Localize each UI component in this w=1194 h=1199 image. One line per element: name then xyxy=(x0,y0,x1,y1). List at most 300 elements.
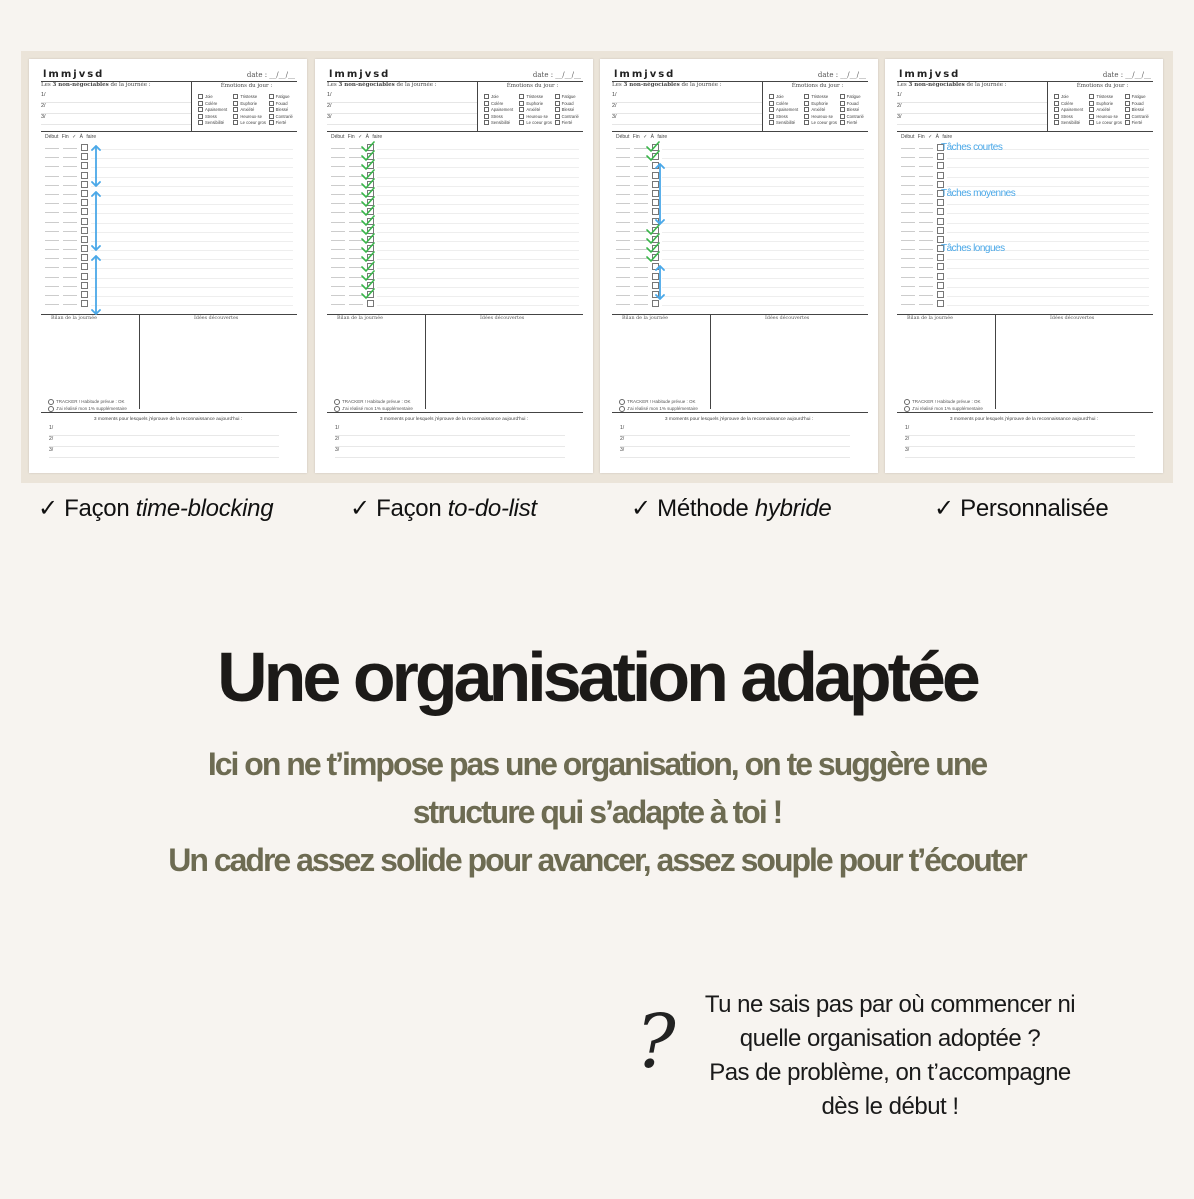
emotion-checkbox: Stress xyxy=(1054,114,1087,121)
non-negotiables-label xyxy=(897,82,1007,88)
divider xyxy=(191,81,192,131)
task-line xyxy=(377,287,579,288)
start-slot xyxy=(616,240,630,241)
divider xyxy=(1047,81,1048,131)
non-negotiables-suffix: de la journée : xyxy=(679,82,722,88)
non-negotiables-bold: 3 non-négociables xyxy=(623,82,680,88)
task-line xyxy=(91,186,293,187)
task-line xyxy=(662,177,864,178)
end-slot xyxy=(634,194,648,195)
start-slot xyxy=(331,148,345,149)
non-negotiables-prefix: Les xyxy=(41,82,53,88)
caption-prefix: ✓ Façon xyxy=(38,495,136,522)
end-slot xyxy=(63,166,77,167)
start-slot xyxy=(331,286,345,287)
emotion-checkbox: Joie xyxy=(1054,94,1087,101)
task-checkbox xyxy=(81,236,88,243)
emotion-checkbox: Blessé xyxy=(840,107,873,114)
start-slot xyxy=(901,267,915,268)
task-line xyxy=(947,241,1149,242)
start-slot xyxy=(45,148,59,149)
emotion-checkbox: Fouad xyxy=(1125,101,1158,108)
gratitude-line: 3/ xyxy=(620,447,850,458)
start-slot xyxy=(45,286,59,287)
emotion-checkbox: Tristesse xyxy=(233,94,266,101)
gratitude-line: 3/ xyxy=(335,447,565,458)
emotion-checkbox: Anxiété xyxy=(519,107,552,114)
non-negotiable-line: 1/ xyxy=(612,92,762,103)
start-slot xyxy=(331,176,345,177)
column-headers: Début Fin ✓ À faire xyxy=(901,134,953,140)
divider xyxy=(327,131,583,132)
task-row xyxy=(43,217,293,226)
task-line xyxy=(947,305,1149,306)
emotion-checkbox: Heureux·se xyxy=(519,114,552,121)
end-slot xyxy=(919,240,933,241)
emotion-checkbox: Stress xyxy=(198,114,231,121)
task-line xyxy=(377,167,579,168)
emotion-checkbox: Fatigue xyxy=(840,94,873,101)
non-negotiables-bold: 3 non-négociables xyxy=(52,82,109,88)
task-row xyxy=(614,281,864,290)
task-checkbox xyxy=(81,144,88,151)
sheet-title: lmmjvsd xyxy=(43,69,105,80)
task-line xyxy=(377,204,579,205)
non-negotiable-line: 2/ xyxy=(897,103,1047,114)
task-row xyxy=(43,171,293,180)
start-slot xyxy=(901,258,915,259)
task-line xyxy=(91,167,293,168)
task-row xyxy=(43,180,293,189)
start-slot xyxy=(901,194,915,195)
task-checkbox xyxy=(937,273,944,280)
end-slot xyxy=(63,194,77,195)
emotion-checkbox: Blessé xyxy=(269,107,302,114)
emotion-checkbox: Colère xyxy=(484,101,517,108)
divider xyxy=(612,314,868,315)
task-row xyxy=(614,290,864,299)
divider xyxy=(41,131,297,132)
help-line-2: quelle organisation adoptée ? xyxy=(739,1025,1041,1052)
emotion-checkbox: Blessé xyxy=(1125,107,1158,114)
end-slot xyxy=(63,157,77,158)
caption-emphasis: to-do-list xyxy=(447,495,537,522)
task-checkbox xyxy=(81,273,88,280)
end-slot xyxy=(63,295,77,296)
task-line xyxy=(947,259,1149,260)
gratitude-line: 2/ xyxy=(620,436,850,447)
task-line xyxy=(662,278,864,279)
task-checkbox xyxy=(937,218,944,225)
subtitle-line-1: Ici on ne t’impose pas une organisation, on te suggère une xyxy=(207,746,987,782)
task-row xyxy=(614,198,864,207)
emotion-checkbox: Le coeur gros xyxy=(804,120,837,127)
start-slot xyxy=(331,166,345,167)
start-slot xyxy=(45,304,59,305)
task-line xyxy=(377,177,579,178)
emotion-checkbox: Tristesse xyxy=(804,94,837,101)
task-line xyxy=(947,204,1149,205)
task-line xyxy=(377,195,579,196)
start-slot xyxy=(901,249,915,250)
task-checkbox xyxy=(81,245,88,252)
start-slot xyxy=(901,277,915,278)
start-slot xyxy=(616,176,630,177)
task-line xyxy=(662,259,864,260)
divider xyxy=(327,314,583,315)
column-headers: Début Fin ✓ À faire xyxy=(331,134,383,140)
task-checkbox xyxy=(81,282,88,289)
gratitude-line: 1/ xyxy=(905,425,1135,436)
caption-prefix: ✓ Façon xyxy=(350,495,448,522)
task-row xyxy=(899,180,1149,189)
end-slot xyxy=(63,249,77,250)
emotion-checkbox: Contrarié xyxy=(840,114,873,121)
task-line xyxy=(91,278,293,279)
caption-prefix: ✓ Personnalisée xyxy=(934,495,1109,522)
task-line xyxy=(91,296,293,297)
divider xyxy=(710,314,711,409)
emotion-checkbox: Fouad xyxy=(840,101,873,108)
emotion-checkbox: Le coeur gros xyxy=(233,120,266,127)
emotions-grid xyxy=(1054,94,1158,127)
time-block-arrow-icon xyxy=(655,163,663,225)
emotion-checkbox: Euphorie xyxy=(233,101,266,108)
start-slot xyxy=(45,203,59,204)
idees-label: Idées découvertes xyxy=(194,316,239,321)
caption-emphasis: hybride xyxy=(754,495,832,522)
gratitude-title: 3 moments pour lesquels j'éprouve de la reconnaissance aujourd'hui : xyxy=(379,417,529,422)
task-line xyxy=(662,287,864,288)
task-line xyxy=(377,305,579,306)
task-checkbox xyxy=(81,153,88,160)
task-line xyxy=(91,149,293,150)
tracker-line: J'ai réalisé mon 1% supplémentaire xyxy=(334,406,413,411)
end-slot xyxy=(919,222,933,223)
task-line xyxy=(377,213,579,214)
start-slot xyxy=(331,249,345,250)
sheet-title: lmmjvsd xyxy=(614,69,676,80)
task-line xyxy=(662,149,864,150)
emotion-checkbox: Tristesse xyxy=(519,94,552,101)
task-line xyxy=(91,232,293,233)
task-row xyxy=(899,217,1149,226)
task-line xyxy=(947,223,1149,224)
start-slot xyxy=(331,258,345,259)
non-negotiables-prefix: Les xyxy=(897,82,909,88)
task-line xyxy=(662,167,864,168)
task-checkbox xyxy=(81,162,88,169)
task-line xyxy=(91,287,293,288)
non-negotiables-suffix: de la journée : xyxy=(394,82,437,88)
task-checkbox xyxy=(937,172,944,179)
caption-emphasis: time-blocking xyxy=(135,495,274,522)
end-slot xyxy=(63,258,77,259)
emotion-checkbox: Stress xyxy=(484,114,517,121)
start-slot xyxy=(331,231,345,232)
emotion-checkbox: Fierté xyxy=(555,120,588,127)
task-line xyxy=(377,259,579,260)
emotion-checkbox: Fatigue xyxy=(1125,94,1158,101)
emotion-checkbox: Anxiété xyxy=(1089,107,1122,114)
emotions-title: Émotions du jour : xyxy=(1076,83,1129,89)
emotion-checkbox: Tristesse xyxy=(1089,94,1122,101)
subtitle-line-3: Un cadre assez solide pour avancer, assez souple pour t’écouter xyxy=(168,842,1026,878)
start-slot xyxy=(616,231,630,232)
tracker-line: TRACKER ! Habitude prévue : OK xyxy=(619,399,696,404)
non-negotiables-prefix: Les xyxy=(327,82,339,88)
task-line xyxy=(91,158,293,159)
start-slot xyxy=(331,157,345,158)
emotion-checkbox: Apaisement xyxy=(484,107,517,114)
end-slot xyxy=(63,185,77,186)
gratitude-line: 1/ xyxy=(335,425,565,436)
non-negotiable-line: 1/ xyxy=(41,92,191,103)
end-slot xyxy=(63,203,77,204)
emotions-title: Émotions du jour : xyxy=(506,83,559,89)
start-slot xyxy=(616,286,630,287)
emotion-checkbox: Sensibilité xyxy=(198,120,231,127)
non-negotiables-prefix: Les xyxy=(612,82,624,88)
check-mark-icon xyxy=(361,287,375,305)
help-text xyxy=(670,988,1110,1124)
end-slot xyxy=(919,157,933,158)
emotion-checkbox: Heureux·se xyxy=(804,114,837,121)
task-line xyxy=(377,158,579,159)
start-slot xyxy=(45,212,59,213)
sheet-custom xyxy=(885,59,1163,473)
emotions-title: Émotions du jour : xyxy=(791,83,844,89)
emotion-checkbox: Fierté xyxy=(269,120,302,127)
task-line xyxy=(662,305,864,306)
task-row xyxy=(614,180,864,189)
emotion-checkbox: Colère xyxy=(198,101,231,108)
non-negotiables-suffix: de la journée : xyxy=(108,82,151,88)
emotion-checkbox: Euphorie xyxy=(804,101,837,108)
emotion-checkbox: Sensibilité xyxy=(769,120,802,127)
task-line xyxy=(377,296,579,297)
task-checkbox xyxy=(937,208,944,215)
start-slot xyxy=(616,194,630,195)
emotion-checkbox: Euphorie xyxy=(519,101,552,108)
end-slot xyxy=(634,212,648,213)
start-slot xyxy=(331,222,345,223)
task-line xyxy=(947,278,1149,279)
task-row xyxy=(899,262,1149,271)
emotions-title: Émotions du jour : xyxy=(220,83,273,89)
task-checkbox xyxy=(937,227,944,234)
start-slot xyxy=(901,166,915,167)
end-slot xyxy=(919,194,933,195)
start-slot xyxy=(45,185,59,186)
task-row xyxy=(899,143,1149,152)
task-row xyxy=(43,235,293,244)
end-slot xyxy=(63,176,77,177)
task-line xyxy=(947,296,1149,297)
sheet-date: date : __/__/__ xyxy=(817,71,866,79)
emotion-checkbox: Colère xyxy=(1054,101,1087,108)
task-line xyxy=(91,213,293,214)
start-slot xyxy=(616,166,630,167)
end-slot xyxy=(634,295,648,296)
non-negotiable-line: 1/ xyxy=(327,92,477,103)
gratitude-line: 2/ xyxy=(49,436,279,447)
idees-label: Idées découvertes xyxy=(480,316,525,321)
tracker-line: TRACKER ! Habitude prévue : OK xyxy=(904,399,981,404)
start-slot xyxy=(616,267,630,268)
end-slot xyxy=(919,203,933,204)
task-checkbox xyxy=(937,181,944,188)
start-slot xyxy=(331,203,345,204)
task-checkbox xyxy=(81,291,88,298)
task-line xyxy=(377,223,579,224)
end-slot xyxy=(63,212,77,213)
start-slot xyxy=(331,267,345,268)
task-line xyxy=(662,186,864,187)
task-row xyxy=(43,152,293,161)
emotion-checkbox: Fatigue xyxy=(555,94,588,101)
idees-label: Idées découvertes xyxy=(1050,316,1095,321)
task-line xyxy=(91,305,293,306)
start-slot xyxy=(45,166,59,167)
start-slot xyxy=(616,249,630,250)
task-checkbox xyxy=(81,227,88,234)
start-slot xyxy=(45,157,59,158)
gratitude-line: 3/ xyxy=(905,447,1135,458)
emotion-checkbox: Fierté xyxy=(840,120,873,127)
task-row xyxy=(899,299,1149,308)
task-rows xyxy=(899,143,1149,308)
task-line xyxy=(662,241,864,242)
gratitude-title: 3 moments pour lesquels j'éprouve de la reconnaissance aujourd'hui : xyxy=(664,417,814,422)
non-negotiable-line: 1/ xyxy=(897,92,1047,103)
emotion-checkbox: Le coeur gros xyxy=(519,120,552,127)
start-slot xyxy=(45,267,59,268)
tracker-block xyxy=(48,399,127,412)
end-slot xyxy=(919,304,933,305)
task-row xyxy=(43,299,293,308)
task-row xyxy=(43,161,293,170)
start-slot xyxy=(616,295,630,296)
non-negotiables-label xyxy=(41,82,151,88)
non-negotiable-line: 3/ xyxy=(897,114,1047,125)
end-slot xyxy=(919,148,933,149)
task-row xyxy=(614,189,864,198)
start-slot xyxy=(331,185,345,186)
planner-preview-board xyxy=(21,51,1173,483)
bilan-label: Bilan de la journée xyxy=(907,316,953,321)
emotions-grid xyxy=(769,94,873,127)
task-category-label: Tâches longues xyxy=(941,243,1005,255)
start-slot xyxy=(45,249,59,250)
end-slot xyxy=(919,212,933,213)
emotion-checkbox: Blessé xyxy=(555,107,588,114)
end-slot xyxy=(63,267,77,268)
start-slot xyxy=(45,222,59,223)
sheet-hybrid xyxy=(600,59,878,473)
divider xyxy=(139,314,140,409)
task-line xyxy=(91,223,293,224)
task-category-label: Tâches courtes xyxy=(941,142,1003,153)
bilan-label: Bilan de la journée xyxy=(337,316,383,321)
end-slot xyxy=(919,185,933,186)
emotion-checkbox: Fouad xyxy=(269,101,302,108)
emotions-grid xyxy=(484,94,588,127)
task-row xyxy=(43,244,293,253)
emotion-checkbox: Apaisement xyxy=(1054,107,1087,114)
divider xyxy=(995,314,996,409)
divider xyxy=(612,412,868,413)
task-row xyxy=(899,244,1149,253)
task-row xyxy=(43,290,293,299)
task-line xyxy=(377,149,579,150)
task-row xyxy=(899,226,1149,235)
task-checkbox xyxy=(81,300,88,307)
start-slot xyxy=(331,277,345,278)
emotion-checkbox: Heureux·se xyxy=(1089,114,1122,121)
start-slot xyxy=(616,212,630,213)
start-slot xyxy=(901,212,915,213)
non-negotiables-label xyxy=(327,82,437,88)
task-checkbox xyxy=(937,254,944,261)
divider xyxy=(897,314,1153,315)
end-slot xyxy=(919,286,933,287)
task-line xyxy=(91,268,293,269)
task-checkbox xyxy=(937,236,944,243)
task-checkbox xyxy=(937,291,944,298)
start-slot xyxy=(45,277,59,278)
emotion-checkbox: Contrarié xyxy=(269,114,302,121)
start-slot xyxy=(45,176,59,177)
end-slot xyxy=(63,222,77,223)
task-line xyxy=(91,241,293,242)
end-slot xyxy=(634,286,648,287)
start-slot xyxy=(45,295,59,296)
task-line xyxy=(377,250,579,251)
non-negotiable-line: 3/ xyxy=(41,114,191,125)
end-slot xyxy=(919,277,933,278)
start-slot xyxy=(331,304,345,305)
end-slot xyxy=(634,185,648,186)
sheet-title: lmmjvsd xyxy=(899,69,961,80)
task-row xyxy=(899,161,1149,170)
divider xyxy=(762,81,763,131)
task-line xyxy=(662,204,864,205)
task-line xyxy=(91,204,293,205)
subtitle-line-2: structure qui s’adapte à toi ! xyxy=(412,794,782,830)
start-slot xyxy=(331,295,345,296)
start-slot xyxy=(616,157,630,158)
task-line xyxy=(947,186,1149,187)
sheet-title: lmmjvsd xyxy=(329,69,391,80)
end-slot xyxy=(919,249,933,250)
non-negotiables-bold: 3 non-négociables xyxy=(908,82,965,88)
task-row xyxy=(899,207,1149,216)
emotion-checkbox: Fatigue xyxy=(269,94,302,101)
start-slot xyxy=(616,185,630,186)
end-slot xyxy=(63,286,77,287)
task-row xyxy=(614,272,864,281)
sheet-date: date : __/__/__ xyxy=(1102,71,1151,79)
task-checkbox xyxy=(81,254,88,261)
question-mark-icon: ? xyxy=(636,999,676,1085)
task-row xyxy=(614,171,864,180)
end-slot xyxy=(634,304,648,305)
emotion-checkbox: Anxiété xyxy=(233,107,266,114)
end-slot xyxy=(919,166,933,167)
start-slot xyxy=(616,304,630,305)
end-slot xyxy=(919,176,933,177)
